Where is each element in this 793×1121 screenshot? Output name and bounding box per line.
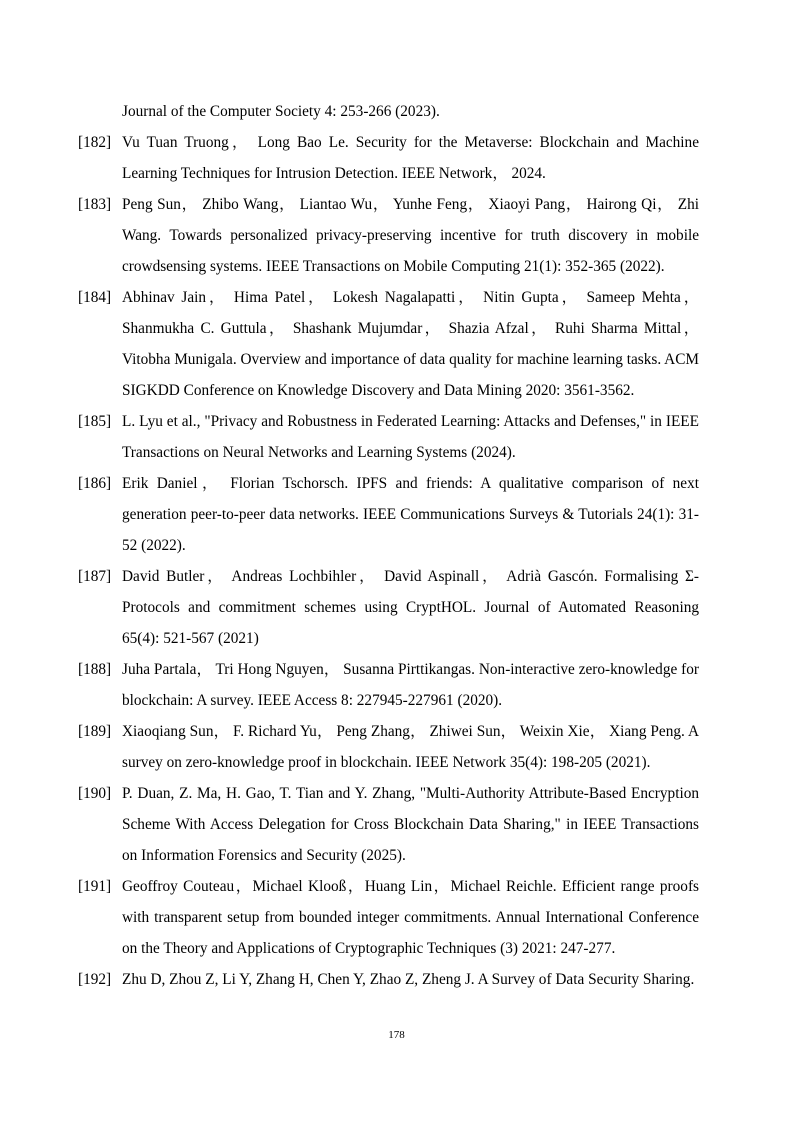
reference-190 <box>78 778 699 871</box>
reference-number: [183] <box>78 196 112 213</box>
reference-text: Juha Partala， Tri Hong Nguyen， Susanna Pirttikangas. Non-interactive zero-knowledge for blockchain: A survey. IEEE Access 8: 227945-227961 (2020). <box>122 661 699 709</box>
reference-number: [185] <box>78 413 112 430</box>
reference-182 <box>78 127 699 189</box>
reference-text: Xiaoqiang Sun， F. Richard Yu， Peng Zhang， Zhiwei Sun， Weixin Xie， Xiang Peng. A survey on zero-knowledge proof in blockchain. IEEE Network 35(4): 198-205 (2021). <box>122 723 699 771</box>
reference-continuation <box>78 96 699 127</box>
reference-187 <box>78 561 699 654</box>
page-number: 178 <box>388 1029 405 1041</box>
reference-text: P. Duan, Z. Ma, H. Gao, T. Tian and Y. Zhang, "Multi-Authority Attribute-Based Encryption Scheme With Access Delegation for Cross Blockchain Data Sharing," in IEEE Transactions on Information Forensics and Security (2025). <box>122 785 699 864</box>
reference-text: Peng Sun， Zhibo Wang， Liantao Wu， Yunhe Feng， Xiaoyi Pang， Hairong Qi， Zhi Wang. Towards personalized privacy-preserving incentive for truth discovery in mobile crowdsensing systems. IEEE Transactions on Mobile Computing 21(1): 352-365 (2022). <box>122 196 699 275</box>
reference-number: [184] <box>78 289 112 306</box>
reference-186 <box>78 468 699 561</box>
reference-list <box>78 96 699 995</box>
reference-189 <box>78 716 699 778</box>
reference-number: [190] <box>78 785 112 802</box>
reference-continuation-text: Journal of the Computer Society 4: 253-266 (2023). <box>122 103 440 120</box>
reference-188 <box>78 654 699 716</box>
reference-text: Erik Daniel， Florian Tschorsch. IPFS and friends: A qualitative comparison of next generation peer-to-peer data networks. IEEE Communications Surveys & Tutorials 24(1): 31-52 (2022). <box>122 475 699 554</box>
reference-number: [187] <box>78 568 112 585</box>
reference-text: L. Lyu et al., "Privacy and Robustness in Federated Learning: Attacks and Defenses," in IEEE Transactions on Neural Networks and Learning Systems (2024). <box>122 413 699 461</box>
reference-text: Vu Tuan Truong， Long Bao Le. Security for the Metaverse: Blockchain and Machine Learning Techniques for Intrusion Detection. IEEE Network， 2024. <box>122 134 699 182</box>
reference-183 <box>78 189 699 282</box>
reference-text: Abhinav Jain， Hima Patel， Lokesh Nagalapatti， Nitin Gupta， Sameep Mehta， Shanmukha C. Guttula， Shashank Mujumdar， Shazia Afzal， Ruhi Sharma Mittal， Vitobha Munigala. Overview and importance of data quality for machine learning tasks. ACM SIGKDD Conference on Knowledge Discovery and Data Mining 2020: 3561-3562. <box>122 289 699 399</box>
reference-184 <box>78 282 699 406</box>
reference-number: [191] <box>78 878 112 895</box>
reference-number: [189] <box>78 723 112 740</box>
reference-191 <box>78 871 699 964</box>
reference-number: [192] <box>78 971 112 988</box>
reference-number: [188] <box>78 661 112 678</box>
reference-number: [186] <box>78 475 112 492</box>
reference-text: David Butler， Andreas Lochbihler， David Aspinall， Adrià Gascón. Formalising Σ-Protocols and commitment schemes using CryptHOL. Journal of Automated Reasoning 65(4): 521-567 (2021) <box>122 568 699 647</box>
reference-text: Zhu D, Zhou Z, Li Y, Zhang H, Chen Y, Zhao Z, Zheng J. A Survey of Data Security Sharing. <box>122 971 695 988</box>
reference-185 <box>78 406 699 468</box>
reference-192 <box>78 964 699 995</box>
reference-number: [182] <box>78 134 112 151</box>
reference-text: Geoffroy Couteau，Michael Klooß，Huang Lin，Michael Reichle. Efficient range proofs with transparent setup from bounded integer commitments. Annual International Conference on the Theory and Applications of Cryptographic Techniques (3) 2021: 247-277. <box>122 878 699 957</box>
